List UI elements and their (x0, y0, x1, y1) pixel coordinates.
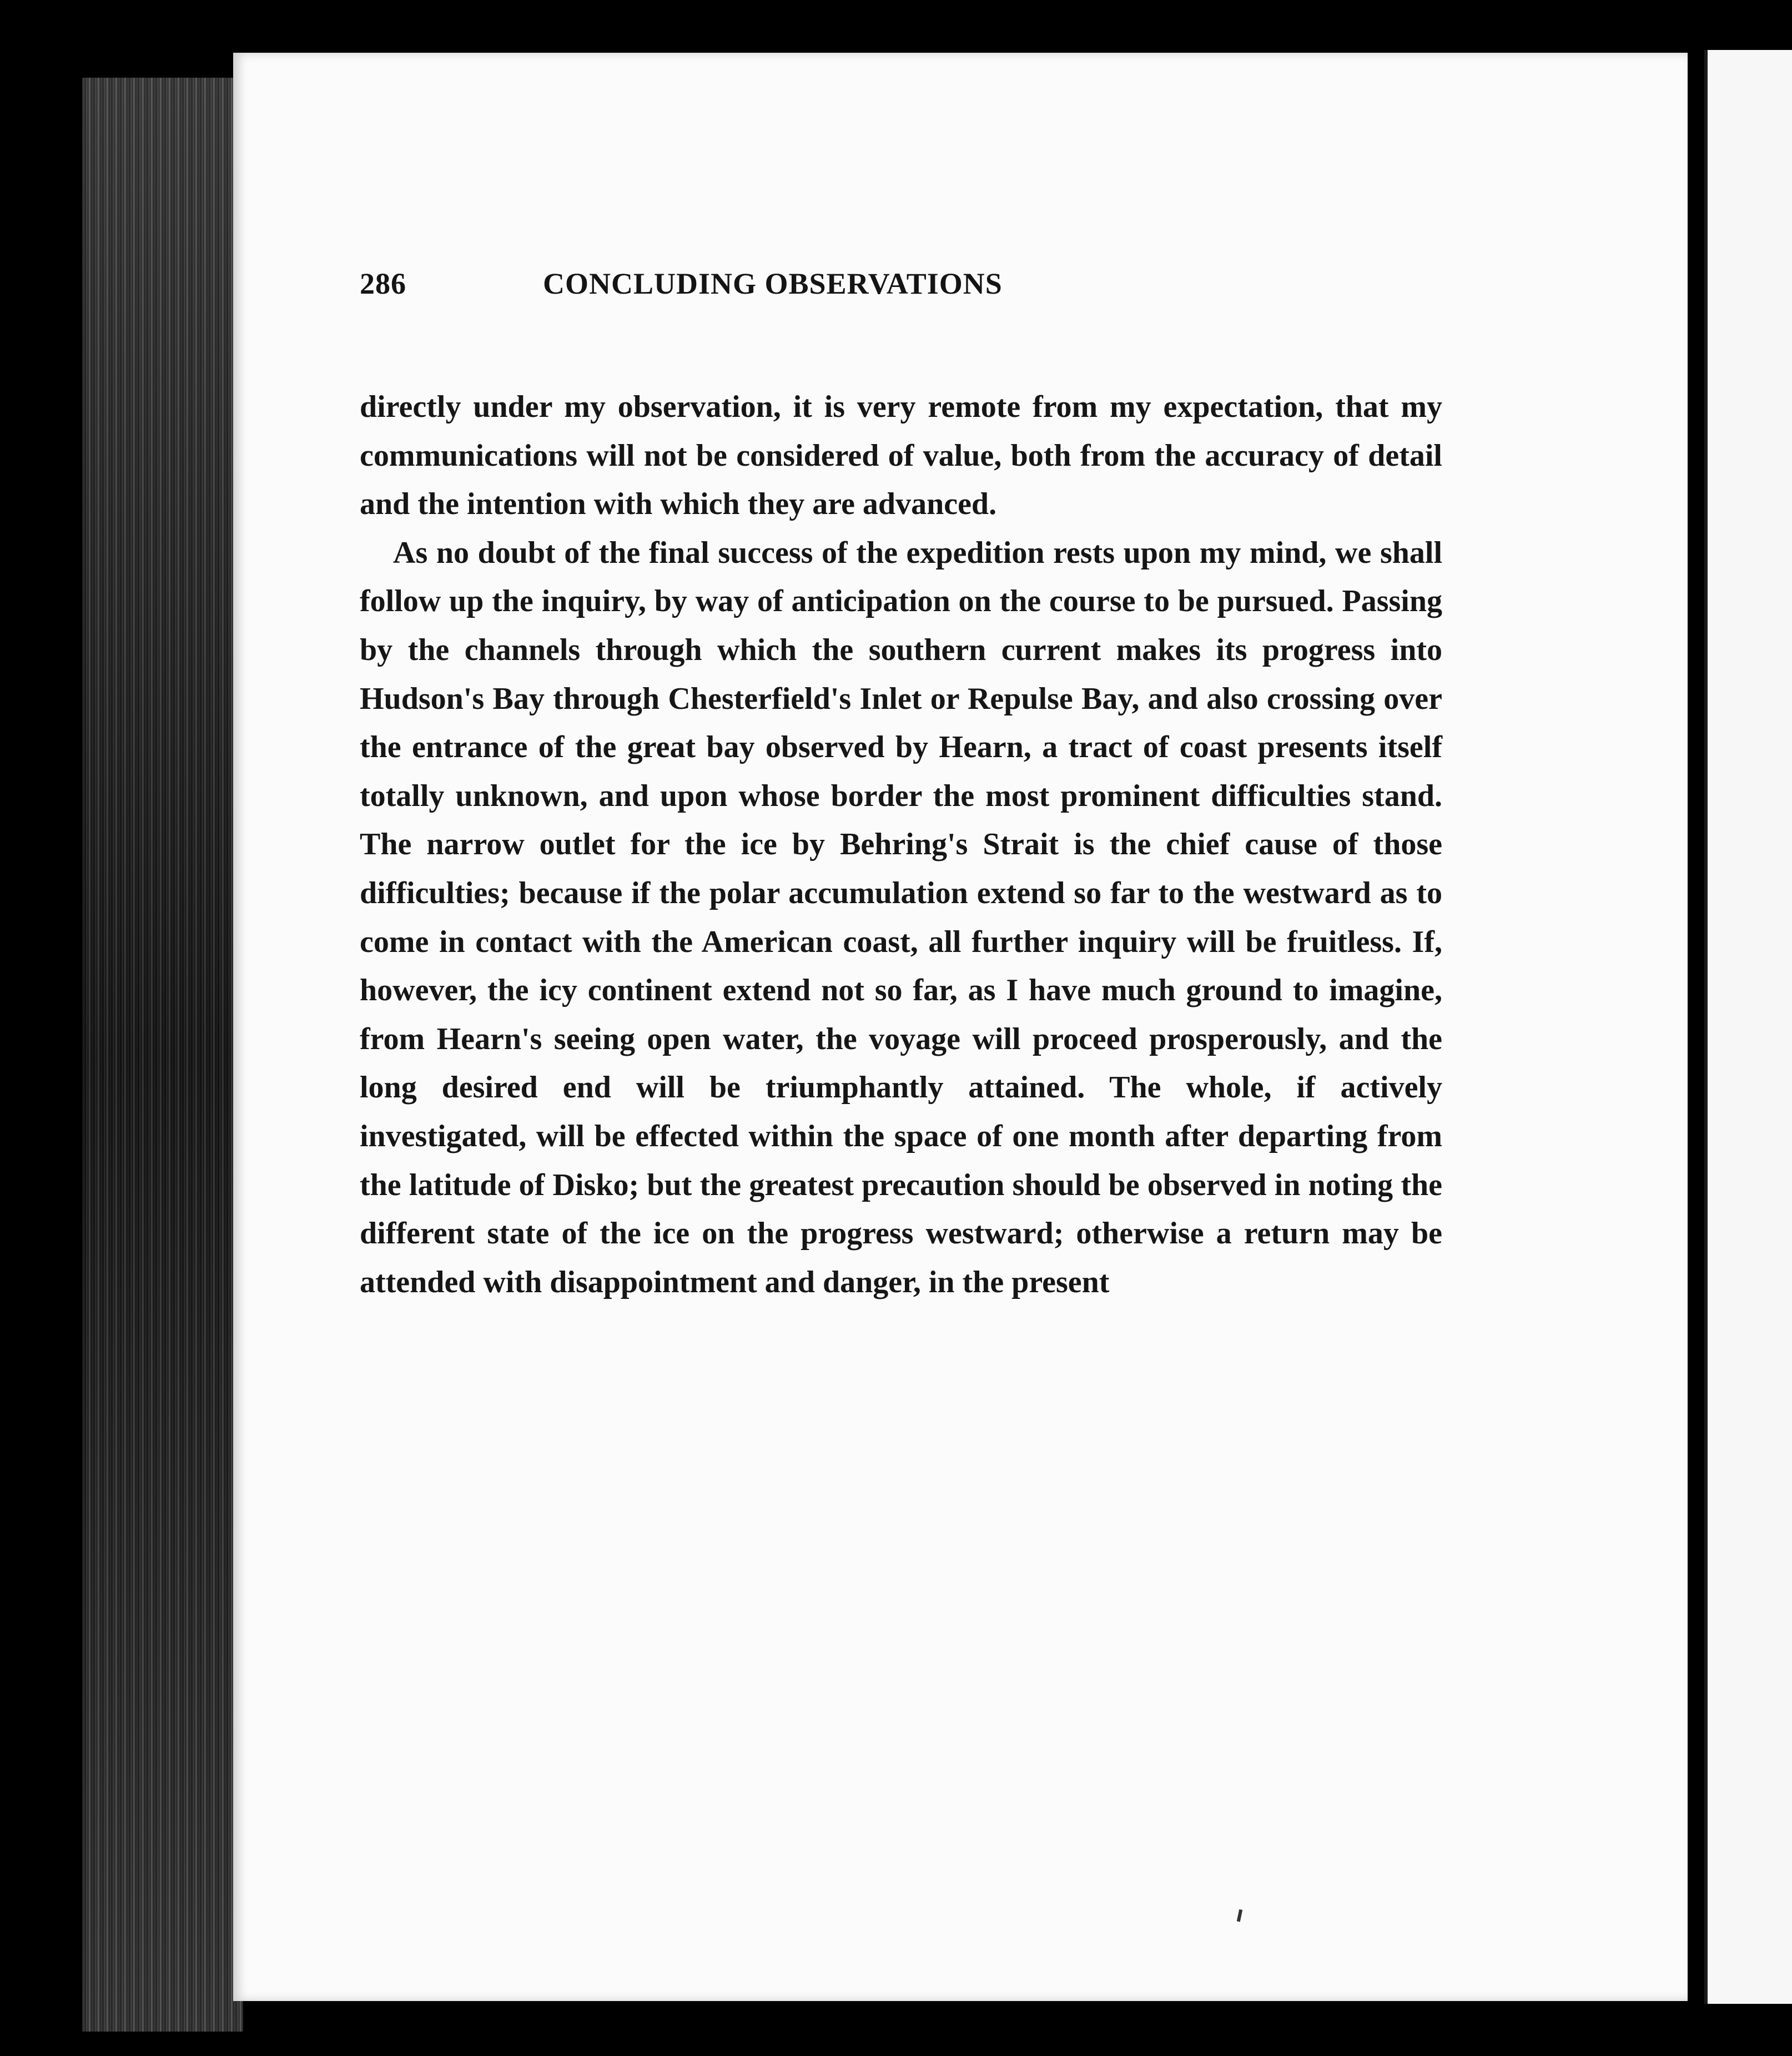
running-head (360, 266, 1248, 327)
page-number: 286 (360, 267, 406, 300)
paragraph-1: directly under my observation, it is very remote from my expectation, that my communications will not be considered of value, both from the accuracy of detail and the intention with which they are advanced. (360, 390, 1442, 522)
body-text (360, 383, 1442, 1307)
page-edges (82, 78, 243, 2032)
paragraph-2: As no doubt of the final success of the expedition rests upon my mind, we shall follow up the inquiry, by way of anticipation on the course to be pursued. Passing by the channels through which the southern current makes its progress into Hudson's Bay through Chesterfield's Inlet or Repulse Bay, and also crossing over the entrance of the great bay observed by Hearn, a tract of coast presents itself totally unknown, and upon whose border the most prominent difficulties stand. The narrow outlet for the ice by Behring's Strait is the chief cause of those difficulties; because if the polar accumulation extend so far to the westward as to come in contact with the American coast, all further inquiry will be fruitless. If, however, the icy continent extend not so far, as I have much ground to imagine, from Hearn's seeing open water, the voyage will proceed prosperously, and the long desired end will be triumphantly attained. The whole, if actively investigated, will be effected within the space of one month after departing from the latitude of Disko; but the greatest precaution should be observed in noting the different state of the ice on the progress westward; otherwise a return may be attended with disappointment and danger, in the present (360, 535, 1442, 1299)
facing-page-edge (1704, 50, 1792, 2004)
page-title: CONCLUDING OBSERVATIONS (543, 267, 1003, 300)
